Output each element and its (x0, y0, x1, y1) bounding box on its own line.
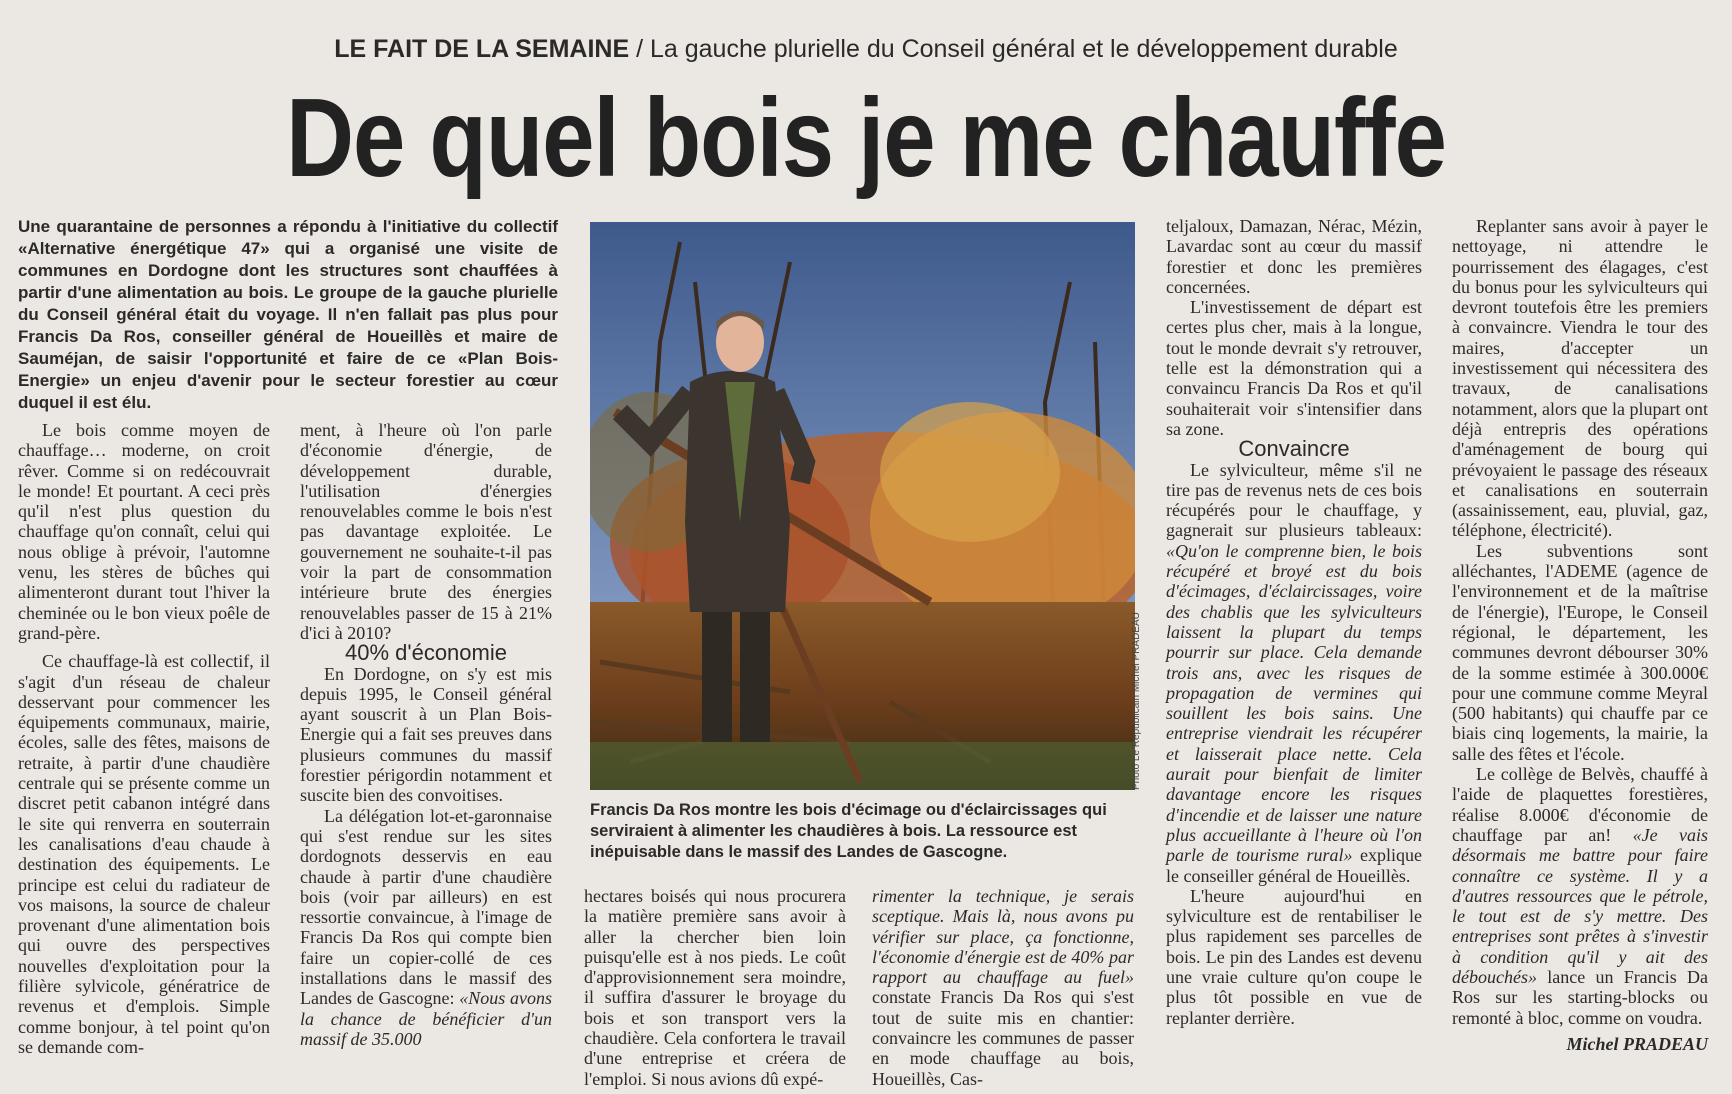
paragraph: teljaloux, Damazan, Nérac, Mézin, Lavardac sont au cœur du massif forestier et donc les premières concernées. (1166, 216, 1422, 297)
forest-scene-image (590, 222, 1135, 790)
column-4 (872, 886, 1134, 1089)
column-6 (1452, 216, 1708, 1054)
paragraph: L'investissement de départ est certes plus cher, mais à la longue, tout le monde devrait s'y retrouver, telle est la démonstration qui a convaincu Francis Da Ros et qu'il souhaiterait voir s'intensifier dans sa zone. (1166, 297, 1422, 439)
paragraph (872, 886, 1134, 1089)
photo-credit: Photo Le Républicain Michel PRADEAU (1131, 612, 1142, 790)
paragraph: Replanter sans avoir à payer le nettoyage, ni attendre le pourrissement des élagages, c'est du bonus pour les sylviculteurs qui devront toutefois être les premiers à convaincre. Viendra le tour des maires, d'accepter un investissement qui nécessitera des travaux, de canalisations notamment, alors que la plupart ont déjà entrepris des opérations d'aménagement de bourg qui prévoyaient le passage des réseaux et canalisations en souterrain (assainissement, eau, pluvial, gaz, téléphone, électricité). (1452, 216, 1708, 541)
paragraph: Les subventions sont alléchantes, l'ADEME (agence de l'environnement et de la maîtrise de l'énergie), l'Europe, le Conseil régional, le département, les communes devront débourser 30% de la somme estimée à 300.000€ pour une commune comme Meyral (500 habitants) qui chauffe par ce biais cinq logements, la mairie, la salle des fêtes et l'école. (1452, 540, 1708, 764)
text-run: constate Francis Da Ros qui s'est tout de suite mis en chantier: convaincre les communes de passer en mode chauffage au bois, Houeillès, Cas- (872, 987, 1134, 1089)
kicker-label: LE FAIT DE LA SEMAINE (334, 35, 630, 63)
text-run: lance un Francis Da Ros sur les starting-blocks ou remonté à bloc, comme on voudra. (1452, 966, 1708, 1028)
paragraph: En Dordogne, on s'y est mis depuis 1995, le Conseil général ayant souscrit à un Plan Bois-Energie qui a fait ses preuves dans plusieurs communes du massif forestier périgordin notamment et suscite bien des convoitises. (300, 663, 552, 806)
paragraph: Ce chauffage-là est collectif, il s'agit d'un réseau de chaleur desservant pour commencer les équipements communaux, mairie, écoles, salle des fêtes, maisons de retraite, à partir d'une chaudière centrale qui se présente comme un discret petit cabanon intégré dans le site qui renverra en souterrain les canalisations d'eau chaude à destination des équipements. Le principe est celui du radiateur de vos maisons, la source de chaleur provenant d'une alimentation bois qui ouvre des perspectives nouvelles d'exploitation pour la filière sylvicole, génératrice de revenus et d'emplois. Simple comme bonjour, à tel point qu'on se demande com- (18, 651, 270, 1057)
quote-run: «Nous avons la chance de bénéficier d'un massif de 35.000 (300, 988, 552, 1049)
headline: De quel bois je me chauffe (286, 75, 1446, 200)
photo-caption: Francis Da Ros montre les bois d'écimage ou d'éclaircissages qui serviraient à alimenter les chaudières à bois. La ressource est inépuisable dans le massif des Landes de Gascogne. (590, 801, 1107, 861)
subheading-convaincre: Convaincre (1238, 436, 1350, 462)
text-run: Le sylviculteur, même s'il ne tire pas de revenus nets de ces bois récupérés pour le chauffage, y gagnerait sur plusieurs tableaux: (1166, 459, 1422, 541)
quote-run: «Qu'on le comprenne bien, le bois récupéré et broyé est du bois d'écimages, d'éclaircissages, voire des chablis que les sylviculteurs laissent la plupart du temps pourrir sur place. Cela demande trois ans, avec les risques de propagation de vermines qui souillent les bois sains. Une entreprise viendrait les récupérer et laisserait place nette. Cela aurait pour bienfait de limiter davantage encore les risques d'incendie et de laisser une nature plus accueillante à l'heure où l'on parle de tourisme rural» (1166, 540, 1422, 866)
quote-run: rimenter la technique, je serais sceptique. Mais là, nous avons pu vérifier sur place, ça fonctionne, l'économie d'énergie est de 40% par rapport au chauffage au fuel» (872, 886, 1134, 988)
text-run: La délégation lot-et-garonnaise qui s'est rendue sur les sites dordognots desservis en eau chaude à partir d'une chaudière bois (voir par ailleurs) en est ressortie convaincue, à l'image de Francis Da Ros qui compte bien faire un copier-collé de ces installations dans le massif des Landes de Gascogne: (300, 805, 552, 1009)
paragraph: L'heure aujourd'hui en sylviculture est de rentabiliser le plus rapidement ses parcelles de bois. Le pin des Landes est devenu une vraie culture qu'on coupe le plus tôt possible en vue de replanter derrière. (1166, 885, 1422, 1028)
column-5 (1166, 216, 1422, 1028)
text-run: explique le conseiller général de Houeillès. (1166, 845, 1422, 886)
author-signature: Michel PRADEAU (1566, 1033, 1708, 1054)
kicker-separator: / (629, 35, 650, 63)
text-run: Le collège de Belvès, chauffé à l'aide de plaquettes forestières, réalise 8.000€ d'économie de chauffage par an! (1452, 764, 1708, 845)
column-3 (584, 886, 846, 1089)
paragraph (1166, 460, 1422, 886)
paragraph (1452, 764, 1708, 1028)
kicker-line (0, 34, 1732, 64)
kicker-subtitle: La gauche plurielle du Conseil général et le développement durable (650, 35, 1398, 63)
paragraph: Le bois comme moyen de chauffage… moderne, on croit rêver. Comme si on redécouvrait le monde! Et pourtant. A ceci près qu'il n'est plus question du chauffage qu'on connaît, celui qui nous oblige à prévoir, l'automne venu, les stères de bûches qui alimenteront durant tout l'hiver la cheminée ou le bon vieux poêle de grand-père. (18, 420, 270, 643)
column-2 (300, 420, 552, 1049)
paragraph: ment, à l'heure où l'on parle d'économie d'énergie, de développement durable, l'utilisation d'énergies renouvelables comme le bois n'est pas davantage exploitée. Le gouvernement ne souhaite-t-il pas voir la part de consommation intérieure brute des énergies renouvelables passer de 15 à 21% d'ici à 2010? (300, 420, 552, 643)
subheading-economie: 40% d'économie (345, 640, 507, 666)
paragraph (300, 806, 552, 1050)
lead-paragraph: Une quarantaine de personnes a répondu à l'initiative du collectif «Alternative énergétique 47» qui a organisé une visite de communes en Dordogne dont les structures sont chauffées à partir d'une alimentation au bois. Le groupe de la gauche plurielle du Conseil général était du voyage. Il n'en fallait pas plus pour Francis Da Ros, conseiller général de Houeillès et maire de Sauméjan, de saisir l'opportunité et faire de ce «Plan Bois-Energie» un enjeu d'avenir pour le secteur forestier au cœur duquel il est élu. (18, 217, 558, 412)
quote-run: «Je vais désormais me battre pour faire connaître ce système. Il y a d'autres ressources que le pétrole, le tout est de s'y mettre. Des entreprises sont prêtes à s'investir à condition qu'il y ait des débouchés» (1452, 824, 1708, 987)
column-1 (18, 420, 270, 1057)
paragraph: hectares boisés qui nous procurera la matière première sans avoir à aller la chercher bien loin puisqu'elle est à nos pieds. Le coût d'approvisionnement sera moindre, il suffira d'assurer le broyage du bois et son transport vers la chaudière. Cela confortera le travail d'une entreprise et créera de l'emploi. Si nous avions dû expé- (584, 886, 846, 1089)
article-photo (590, 222, 1135, 790)
